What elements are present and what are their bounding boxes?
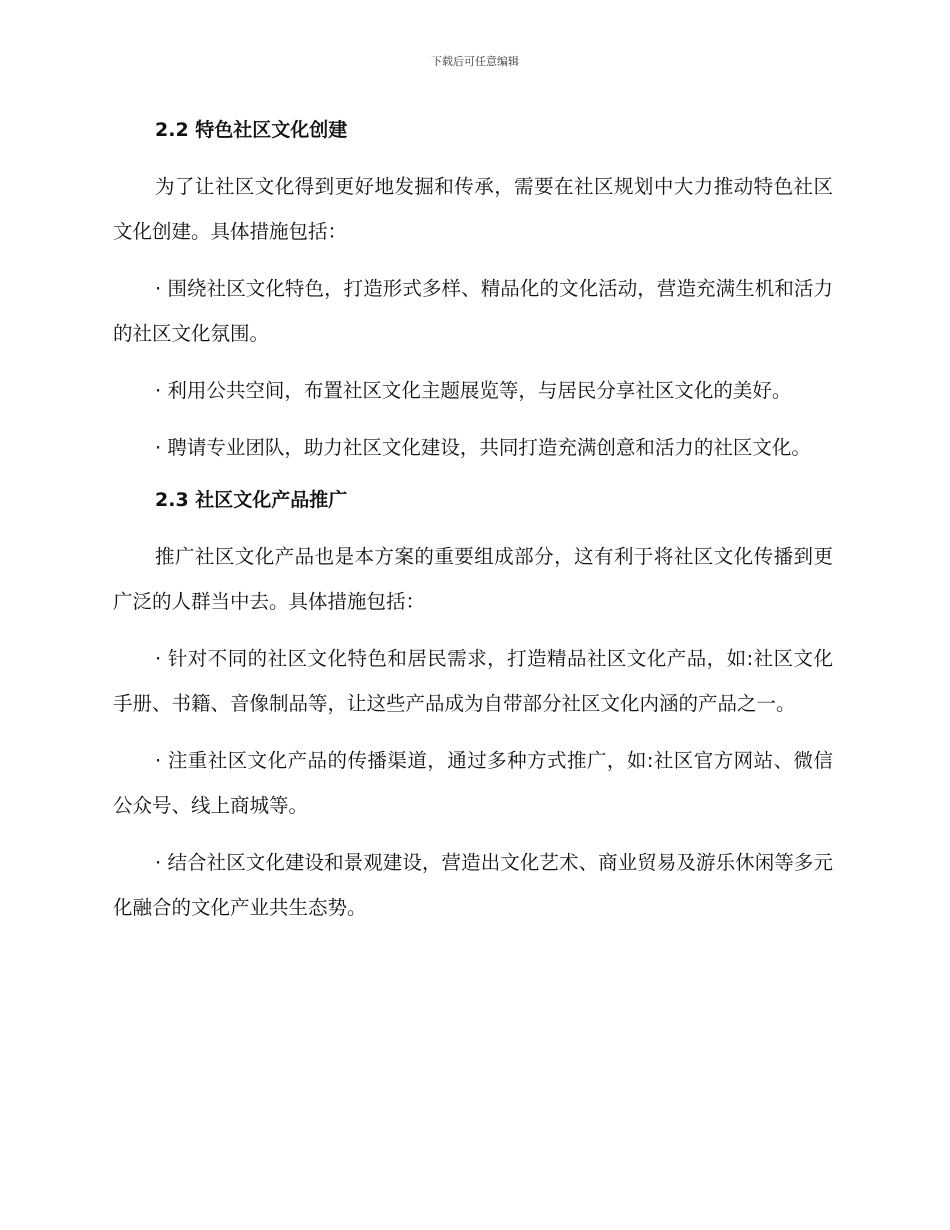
section-2-3-item-3: · 结合社区文化建设和景观建设，营造出文化艺术、商业贸易及游乐休闲等多元化融合的文化产业共生态势。 [113, 851, 833, 919]
section-2-2-item-1: · 围绕社区文化特色，打造形式多样、精品化的文化活动，营造充满生机和活力的社区文化氛围。 [113, 277, 833, 345]
section-heading-2-2: 2.2 特色社区文化创建 [155, 119, 348, 141]
section-heading-2-3: 2.3 社区文化产品推广 [155, 489, 348, 511]
section-2-2-item-2: · 利用公共空间，布置社区文化主题展览等，与居民分享社区文化的美好。 [155, 379, 792, 402]
document-body [113, 112, 833, 942]
section-2-3-intro: 推广社区文化产品也是本方案的重要组成部分，这有利于将社区文化传播到更广泛的人群当中去。具体措施包括： [113, 545, 833, 613]
section-2-2-item-3: · 聘请专业团队，助力社区文化建设，共同打造充满创意和活力的社区文化。 [155, 436, 811, 459]
section-2-3-item-2: · 注重社区文化产品的传播渠道，通过多种方式推广，如:社区官方网站、微信公众号、线上商城等。 [113, 749, 833, 817]
section-2-3-item-1: · 针对不同的社区文化特色和居民需求，打造精品社区文化产品，如:社区文化手册、书籍、音像制品等，让这些产品成为自带部分社区文化内涵的产品之一。 [113, 647, 833, 715]
section-2-2-intro: 为了让社区文化得到更好地发掘和传承，需要在社区规划中大力推动特色社区文化创建。具体措施包括： [113, 175, 833, 243]
page-header: 下载后可任意编辑 [431, 55, 519, 68]
